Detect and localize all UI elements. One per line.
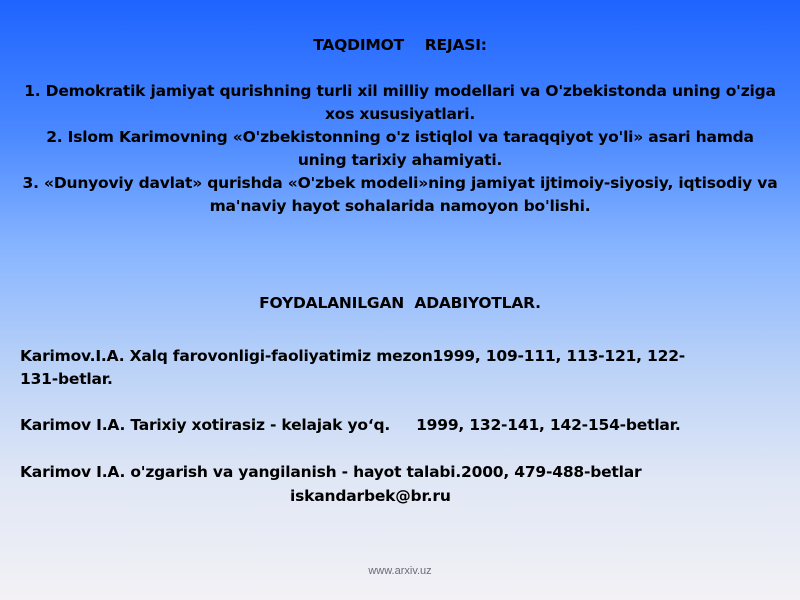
- plan-list: [20, 80, 780, 218]
- plan-item: 2. Islom Karimovning «O'zbekistonning o'z istiqlol va taraqqiyot yo'li» asari hamda uning tarixiy ahamiyati.: [46, 128, 754, 169]
- plan-title: TAQDIMOT REJASI:: [313, 36, 487, 54]
- plan-item: 3. «Dunyoviy davlat» qurishda «O'zbek modeli»ning jamiyat ijtimoiy-siyosiy, iqtisodiy va ma'naviy hayot sohalarida namoyon bo'lishi.: [22, 174, 778, 215]
- email-address: iskandarbek@br.ru: [290, 487, 451, 505]
- reference-item: Karimov.I.A. Xalq farovonligi-faoliyatimiz mezon1999, 109-111, 113-121, 122-131-betlar.: [20, 347, 686, 388]
- references-title: FOYDALANILGAN ADABIYOTLAR.: [259, 294, 541, 312]
- reference-item: Karimov I.A. o'zgarish va yangilanish - hayot talabi.2000, 479-488-betlar: [20, 463, 642, 481]
- footer-website: www.arxiv.uz: [368, 565, 432, 577]
- reference-item: Karimov I.A. Tarixiy xotirasiz - kelajak yo‘q. 1999, 132-141, 142-154-betlar.: [20, 416, 681, 434]
- plan-item: 1. Demokratik jamiyat qurishning turli xil milliy modellari va O'zbekistonda uning o'ziga xos xususiyatlari.: [24, 82, 776, 123]
